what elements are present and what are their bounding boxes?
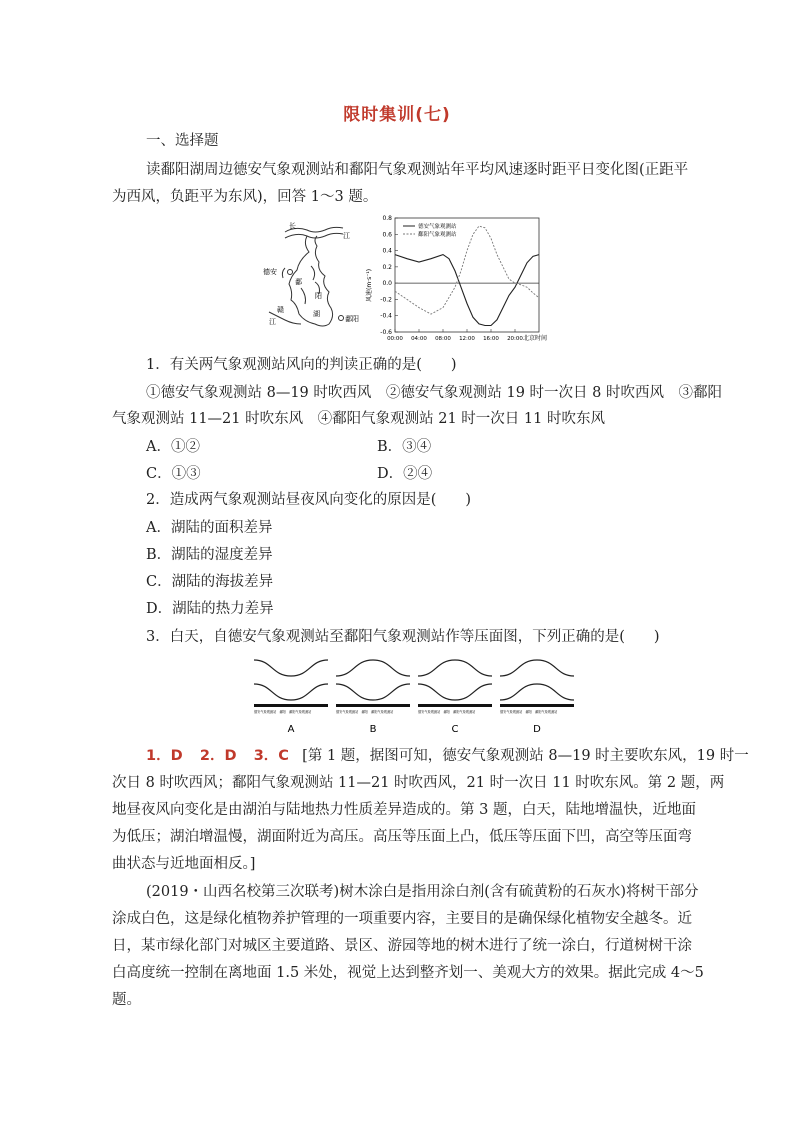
ground-line bbox=[418, 704, 492, 707]
panel-label: A bbox=[287, 724, 295, 735]
y-tick-label: 0.4 bbox=[382, 247, 392, 255]
ground-caption: 德安气象观测站 鄱阳 鄱阳气象观测站 bbox=[418, 710, 476, 714]
passage-line-4: 白高度统一控制在离地面 1.5 米处，视觉上达到整齐划一、美观大方的效果。据此完成 4～5 bbox=[112, 965, 704, 981]
map-label-jiang: 江 bbox=[343, 232, 350, 240]
question-1-options-line-2: 气象观测站 11—21 时吹东风 ④鄱阳气象观测站 21 时一次日 11 时吹东风 bbox=[112, 411, 605, 427]
ground-caption: 德安气象观测站 鄱阳 鄱阳气象观测站 bbox=[336, 710, 394, 714]
isobar-diagram-options bbox=[250, 654, 580, 740]
map-label-po: 鄱 bbox=[295, 278, 302, 286]
chart-series bbox=[395, 226, 539, 325]
map-label-gan: 赣 bbox=[277, 306, 284, 314]
ground-line bbox=[254, 704, 328, 707]
lower-isobar-line bbox=[500, 684, 574, 700]
legend-label: 鄱阳气象观测站 bbox=[418, 232, 457, 238]
question-2-choice-b: B．湖陆的湿度差异 bbox=[146, 547, 273, 563]
series-line-poyang bbox=[395, 226, 539, 314]
upper-isobar-line bbox=[254, 660, 328, 676]
y-tick-label: 0.6 bbox=[382, 231, 392, 239]
upper-isobar-line bbox=[500, 660, 574, 676]
x-tick-label: 20:00 bbox=[507, 336, 523, 342]
wind-anomaly-chart bbox=[355, 212, 555, 344]
answer-1: 1．D bbox=[146, 748, 183, 764]
y-tick-label: -0.2 bbox=[380, 296, 392, 304]
map-label-jiang2: 江 bbox=[269, 318, 276, 326]
y-tick-label: -0.4 bbox=[380, 312, 392, 320]
question-3-stem: 3．白天，自德安气象观测站至鄱阳气象观测站作等压面图，下列正确的是( ) bbox=[146, 629, 660, 645]
panel-label: D bbox=[533, 724, 541, 735]
panel-label: C bbox=[451, 724, 459, 735]
answer-explanation-start: [第 1 题，据图可知，德安气象观测站 8—19 时主要吹东风，19 时一 bbox=[302, 748, 749, 764]
passage-line-5: 题。 bbox=[112, 992, 141, 1008]
ground-caption: 德安气象观测站 鄱阳 鄱阳气象观测站 bbox=[254, 710, 312, 714]
chart-legend bbox=[403, 222, 457, 238]
passage-line-1: (2019・山西名校第三次联考)树木涂白是指用涂白剂(含有硫黄粉的石灰水)将树干部分 bbox=[146, 884, 699, 900]
page-title: 限时集训(七) bbox=[343, 105, 451, 125]
map-label-dean: 德安 bbox=[263, 268, 277, 276]
question-2-choice-d: D．湖陆的热力差异 bbox=[146, 601, 274, 617]
poyang-lake-map bbox=[255, 212, 359, 337]
ground-caption: 德安气象观测站 鄱阳 鄱阳气象观测站 bbox=[500, 710, 558, 714]
isobar-panel-d bbox=[500, 660, 574, 735]
panel-label: B bbox=[369, 724, 377, 735]
map-label-yang: 阳 bbox=[315, 292, 322, 300]
isobar-panel-b bbox=[336, 660, 410, 735]
answer-line-2: 次日 8 时吹西风；鄱阳气象观测站 11—21 时吹西风，21 时一次日 11 时吹东风。第 2 题，两 bbox=[112, 775, 725, 791]
y-tick-label: 0.0 bbox=[382, 280, 392, 288]
upper-isobar-line bbox=[418, 660, 492, 676]
ground-line bbox=[500, 704, 574, 707]
chart-x-ticks bbox=[387, 329, 523, 342]
chart-y-label: 风速(m·s⁻¹) bbox=[366, 268, 373, 302]
upper-isobar-line bbox=[336, 660, 410, 676]
x-tick-label: 12:00 bbox=[459, 336, 475, 342]
answer-line-4: 为低压；湖泊增温慢，湖面附近为高压。高压等压面上凸，低压等压面下凹，高空等压面弯 bbox=[112, 829, 692, 845]
answer-2: 2．D bbox=[199, 748, 237, 764]
y-tick-label: 0.8 bbox=[382, 215, 392, 222]
map-label-poyang: 鄱阳 bbox=[345, 315, 359, 323]
answer-line-1 bbox=[146, 743, 749, 770]
lower-isobar-line bbox=[336, 684, 410, 700]
x-tick-label: 16:00 bbox=[483, 336, 499, 342]
y-tick-label: 0.2 bbox=[382, 263, 392, 271]
chart-axes bbox=[395, 218, 539, 332]
answer-line-3: 地昼夜风向变化是由湖泊与陆地热力性质差异造成的。第 3 题，白天，陆地增温快，近地面 bbox=[112, 802, 696, 818]
chart-x-label: 北京时间 bbox=[523, 335, 548, 342]
question-1-choice-b: B．③④ bbox=[377, 439, 432, 455]
question-1-choice-c: C．①③ bbox=[146, 466, 201, 482]
x-tick-label: 04:00 bbox=[411, 336, 427, 342]
lower-isobar-line bbox=[418, 684, 492, 700]
isobar-panel-c bbox=[418, 660, 492, 735]
series-line-dean bbox=[395, 255, 539, 326]
intro-line-1: 读鄱阳湖周边德安气象观测站和鄱阳气象观测站年平均风速逐时距平日变化图(正距平 bbox=[146, 162, 689, 178]
map-label-hu: 湖 bbox=[313, 310, 320, 318]
question-1-stem: 1．有关两气象观测站风向的判读正确的是( ) bbox=[146, 357, 457, 373]
question-1-choice-a: A．①② bbox=[146, 439, 200, 455]
ground-line bbox=[336, 704, 410, 707]
intro-line-2: 为西风，负距平为东风)，回答 1～3 题。 bbox=[112, 189, 378, 205]
passage-line-3: 日，某市绿化部门对城区主要道路、景区、游园等地的树木进行了统一涂白，行道树树干涂 bbox=[112, 938, 692, 954]
question-1-choice-d: D．②④ bbox=[377, 466, 433, 482]
chart-plot-frame bbox=[395, 218, 539, 332]
answer-line-5: 曲状态与近地面相反。] bbox=[112, 856, 256, 872]
x-tick-label: 00:00 bbox=[387, 336, 403, 342]
legend-label: 德安气象观测站 bbox=[418, 224, 457, 230]
map-label-chang: 长 bbox=[289, 222, 296, 230]
answer-3: 3．C bbox=[253, 748, 289, 764]
lower-isobar-line bbox=[254, 684, 328, 700]
question-2-choice-c: C．湖陆的海拔差异 bbox=[146, 574, 274, 590]
passage-line-2: 涂成白色，这是绿化植物养护管理的一项重要内容，主要目的是确保绿化植物安全越冬。近 bbox=[112, 911, 692, 927]
isobar-panel-a bbox=[254, 660, 328, 735]
question-1-options-line-1: ①德安气象观测站 8—19 时吹西风 ②德安气象观测站 19 时一次日 8 时吹西风 ③鄱阳 bbox=[146, 385, 723, 401]
x-tick-label: 08:00 bbox=[435, 336, 451, 342]
section-heading: 一、选择题 bbox=[146, 133, 219, 149]
y-tick-label: -0.6 bbox=[380, 329, 392, 336]
question-2-stem: 2．造成两气象观测站昼夜风向变化的原因是( ) bbox=[146, 492, 472, 508]
question-2-choice-a: A．湖陆的面积差异 bbox=[146, 520, 273, 536]
